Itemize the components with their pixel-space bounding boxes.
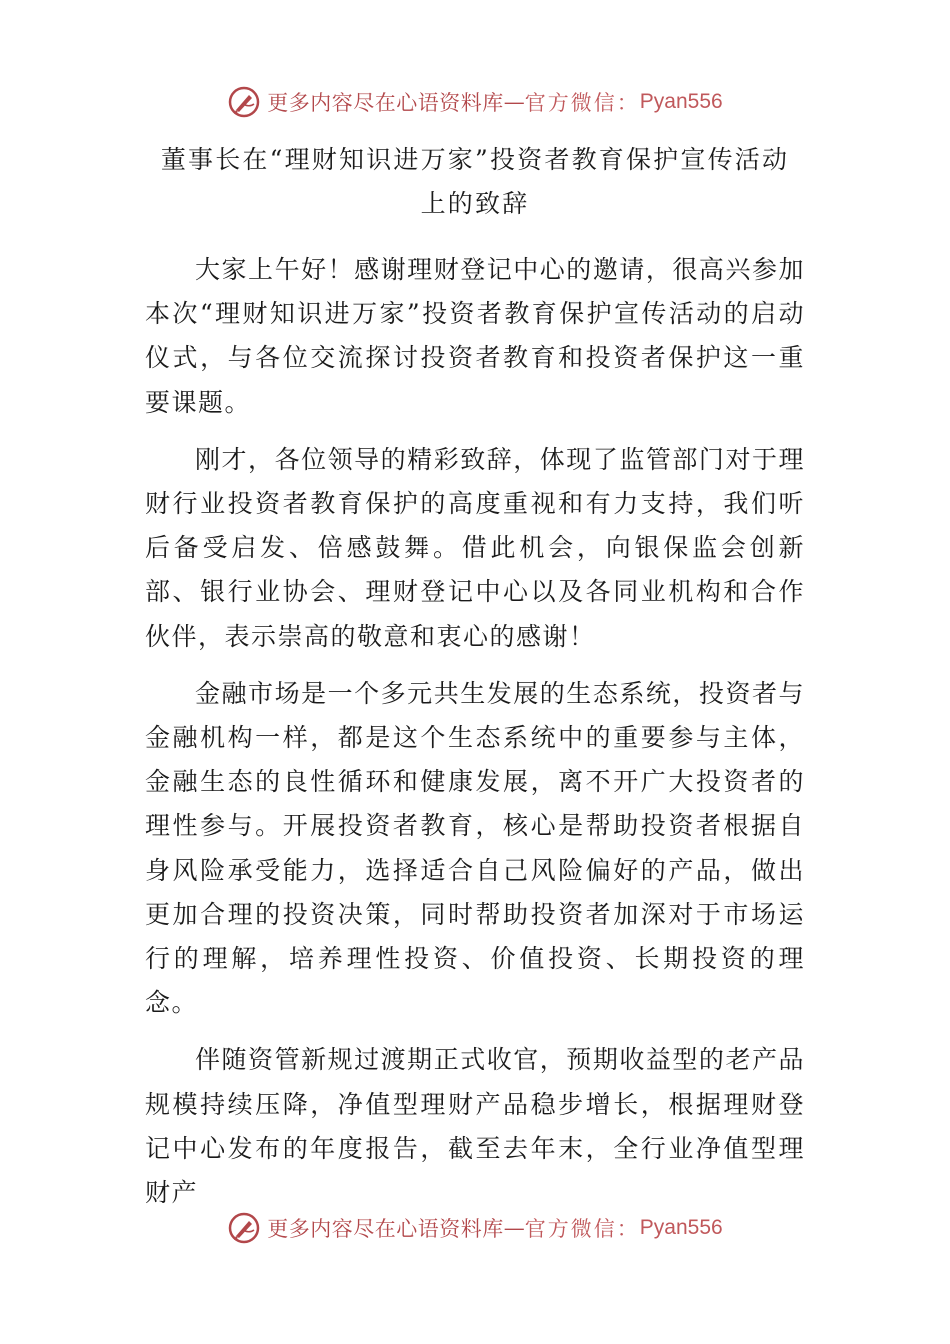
header-banner[interactable] xyxy=(0,82,950,122)
document-title: 董事长在“理财知识进万家”投资者教育保护宣传活动上的致辞 xyxy=(160,145,790,218)
banner-wechat-id: Pyan556 xyxy=(639,90,723,113)
banner-wechat-label: 官方微信： xyxy=(524,1217,640,1241)
paragraph: 刚才，各位领导的精彩致辞，体现了监管部门对于理财行业投资者教育保护的高度重视和有力支持，我们听后备受启发、倍感鼓舞。借此机会，向银保监会创新部、银行业协会、理财登记中心以及各同业机构和合作伙伴，表示崇高的敬意和衷心的感谢！ xyxy=(145,444,805,651)
pen-logo-icon xyxy=(227,85,261,119)
paragraph: 大家上午好！感谢理财登记中心的邀请，很高兴参加本次“理财知识进万家”投资者教育保护宣传活动的启动仪式，与各位交流探讨投资者教育和投资者保护这一重要课题。 xyxy=(145,255,805,417)
banner-separator: — xyxy=(503,90,525,114)
banner-separator: — xyxy=(503,1216,525,1240)
paragraph: 伴随资管新规过渡期正式收官，预期收益型的老产品规模持续压降，净值型理财产品稳步增长，根据理财登记中心发布的年度报告，截至去年末，全行业净值型理财产 xyxy=(145,1045,805,1208)
banner-text: 更多内容尽在心语资料库 xyxy=(267,1217,504,1241)
document-body xyxy=(145,248,805,1228)
paragraph: 金融市场是一个多元共生发展的生态系统，投资者与金融机构一样，都是这个生态系统中的重要参与主体，金融生态的良性循环和健康发展，离不开广大投资者的理性参与。开展投资者教育，核心是帮助投资者根据自身风险承受能力，选择适合自己风险偏好的产品，做出更加合理的投资决策，同时帮助投资者加深对于市场运行的理解，培养理性投资、价值投资、长期投资的理念。 xyxy=(145,678,805,1018)
footer-banner[interactable] xyxy=(0,1208,950,1248)
pen-logo-icon xyxy=(227,1211,261,1245)
banner-text: 更多内容尽在心语资料库 xyxy=(267,91,504,115)
banner-wechat-id: Pyan556 xyxy=(639,1216,723,1239)
banner-wechat-label: 官方微信： xyxy=(524,91,640,115)
